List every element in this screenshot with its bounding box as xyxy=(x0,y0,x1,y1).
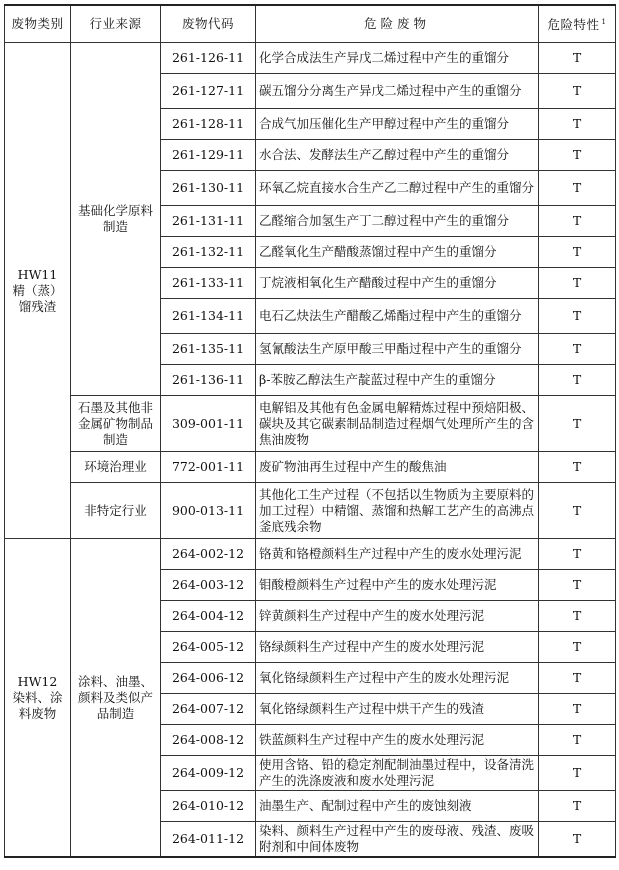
waste-code: 261-133-11 xyxy=(161,268,256,299)
hazard-characteristic: T xyxy=(539,396,616,452)
header-hazard-footnote: 1 xyxy=(601,18,607,27)
waste-code: 261-136-11 xyxy=(161,365,256,396)
category-cell xyxy=(5,43,71,539)
waste-code: 264-002-12 xyxy=(161,539,256,570)
waste-code: 264-005-12 xyxy=(161,632,256,663)
waste-description: 钼酸橙颜料生产过程中产生的废水处理污泥 xyxy=(256,570,539,601)
hazard-characteristic: T xyxy=(539,725,616,756)
waste-code: 261-134-11 xyxy=(161,299,256,334)
header-row xyxy=(5,5,616,43)
waste-description: 铬黄和铬橙颜料生产过程中产生的废水处理污泥 xyxy=(256,539,539,570)
hazard-characteristic: T xyxy=(539,206,616,237)
hazard-characteristic: T xyxy=(539,452,616,483)
hazardous-waste-table xyxy=(4,4,616,858)
waste-description: 使用含铬、铅的稳定剂配制油墨过程中，设备清洗产生的洗涤废液和废水处理污泥 xyxy=(256,756,539,791)
hazard-characteristic: T xyxy=(539,694,616,725)
source-label: 基础化学原料 制造 xyxy=(77,203,153,234)
hazard-characteristic: T xyxy=(539,483,616,539)
waste-description: β-苯胺乙醇法生产靛蓝过程中产生的重馏分 xyxy=(256,365,539,396)
source-label: 涂料、油墨、 颜料及类似产 品制造 xyxy=(77,673,153,721)
hazard-characteristic: T xyxy=(539,570,616,601)
waste-description: 环氧乙烷直接水合生产乙二醇过程中产生的重馏分 xyxy=(256,171,539,206)
hazard-characteristic: T xyxy=(539,334,616,365)
source-cell xyxy=(71,539,161,858)
waste-description: 铬绿颜料生产过程中产生的废水处理污泥 xyxy=(256,632,539,663)
hazard-characteristic: T xyxy=(539,43,616,74)
hazard-characteristic: T xyxy=(539,822,616,858)
waste-code: 264-010-12 xyxy=(161,791,256,822)
waste-code: 900-013-11 xyxy=(161,483,256,539)
header-category: 废物类别 xyxy=(5,5,71,43)
waste-description: 氧化铬绿颜料生产过程中烘干产生的残渣 xyxy=(256,694,539,725)
source-cell xyxy=(71,483,161,539)
hazard-characteristic: T xyxy=(539,365,616,396)
hazard-characteristic: T xyxy=(539,663,616,694)
waste-code: 264-009-12 xyxy=(161,756,256,791)
waste-description: 染料、颜料生产过程中产生的废母液、残渣、废吸附剂和中间体废物 xyxy=(256,822,539,858)
hazard-characteristic: T xyxy=(539,539,616,570)
waste-code: 772-001-11 xyxy=(161,452,256,483)
waste-description: 氧化铬绿颜料生产过程中产生的废水处理污泥 xyxy=(256,663,539,694)
waste-code: 261-135-11 xyxy=(161,334,256,365)
table-row xyxy=(5,539,616,570)
hazard-characteristic: T xyxy=(539,791,616,822)
waste-description: 铁蓝颜料生产过程中产生的废水处理污泥 xyxy=(256,725,539,756)
source-cell xyxy=(71,43,161,396)
table-row xyxy=(5,452,616,483)
source-label: 环境治理业 xyxy=(84,459,147,474)
waste-description: 合成气加压催化生产甲醇过程中产生的重馏分 xyxy=(256,109,539,140)
hazard-characteristic: T xyxy=(539,756,616,791)
waste-description: 其他化工生产过程（不包括以生物质为主要原料的加工过程）中精馏、蒸馏和热解工艺产生的高沸点釜底残余物 xyxy=(256,483,539,539)
hazard-characteristic: T xyxy=(539,237,616,268)
category-label: HW12 染料、涂 料废物 xyxy=(12,673,63,721)
category-cell xyxy=(5,539,71,858)
waste-code: 261-131-11 xyxy=(161,206,256,237)
header-hazard-label: 危险特性 xyxy=(547,17,600,33)
waste-code: 261-129-11 xyxy=(161,140,256,171)
table-row xyxy=(5,483,616,539)
hazard-characteristic: T xyxy=(539,268,616,299)
waste-description: 氢氰酸法生产原甲酸三甲酯过程中产生的重馏分 xyxy=(256,334,539,365)
waste-description: 油墨生产、配制过程中产生的废蚀刻液 xyxy=(256,791,539,822)
waste-code: 264-006-12 xyxy=(161,663,256,694)
hazard-characteristic: T xyxy=(539,74,616,109)
waste-description: 废矿物油再生过程中产生的酸焦油 xyxy=(256,452,539,483)
header-description: 危险废物 xyxy=(256,5,539,43)
hazard-characteristic: T xyxy=(539,299,616,334)
waste-description: 乙醛缩合加氢生产丁二醇过程中产生的重馏分 xyxy=(256,206,539,237)
waste-code: 264-004-12 xyxy=(161,601,256,632)
source-label: 非特定行业 xyxy=(84,502,147,518)
source-cell xyxy=(71,396,161,452)
hazard-characteristic: T xyxy=(539,171,616,206)
category-label: HW11 精（蒸） 馏残渣 xyxy=(12,266,63,314)
hazard-characteristic: T xyxy=(539,140,616,171)
hazard-characteristic: T xyxy=(539,632,616,663)
waste-code: 261-127-11 xyxy=(161,74,256,109)
source-cell xyxy=(71,452,161,483)
waste-description: 化学合成法生产异戊二烯过程中产生的重馏分 xyxy=(256,43,539,74)
header-code: 废物代码 xyxy=(161,5,256,43)
waste-code: 261-130-11 xyxy=(161,171,256,206)
header-source: 行业来源 xyxy=(71,5,161,43)
hazard-characteristic: T xyxy=(539,109,616,140)
waste-code: 264-008-12 xyxy=(161,725,256,756)
waste-code: 309-001-11 xyxy=(161,396,256,452)
waste-code: 261-126-11 xyxy=(161,43,256,74)
waste-code: 261-128-11 xyxy=(161,109,256,140)
hazard-characteristic: T xyxy=(539,601,616,632)
table-row xyxy=(5,43,616,74)
waste-description: 碳五馏分分离生产异戊二烯过程中产生的重馏分 xyxy=(256,74,539,109)
table-row xyxy=(5,396,616,452)
waste-description: 锌黄颜料生产过程中产生的废水处理污泥 xyxy=(256,601,539,632)
waste-code: 264-007-12 xyxy=(161,694,256,725)
waste-description: 水合法、发酵法生产乙醇过程中产生的重馏分 xyxy=(256,140,539,171)
header-hazard xyxy=(539,5,616,43)
waste-description: 丁烷液相氧化生产醋酸过程中产生的重馏分 xyxy=(256,268,539,299)
waste-description: 乙醛氧化生产醋酸蒸馏过程中产生的重馏分 xyxy=(256,237,539,268)
waste-code: 261-132-11 xyxy=(161,237,256,268)
waste-description: 电解铝及其他有色金属电解精炼过程中预焙阳极、碳块及其它碳素制品制造过程烟气处理所产生的含焦油废物 xyxy=(256,396,539,452)
source-label: 石墨及其他非 金属矿物制品 制造 xyxy=(77,399,153,447)
waste-code: 264-011-12 xyxy=(161,822,256,858)
waste-code: 264-003-12 xyxy=(161,570,256,601)
waste-description: 电石乙炔法生产醋酸乙烯酯过程中产生的重馏分 xyxy=(256,299,539,334)
